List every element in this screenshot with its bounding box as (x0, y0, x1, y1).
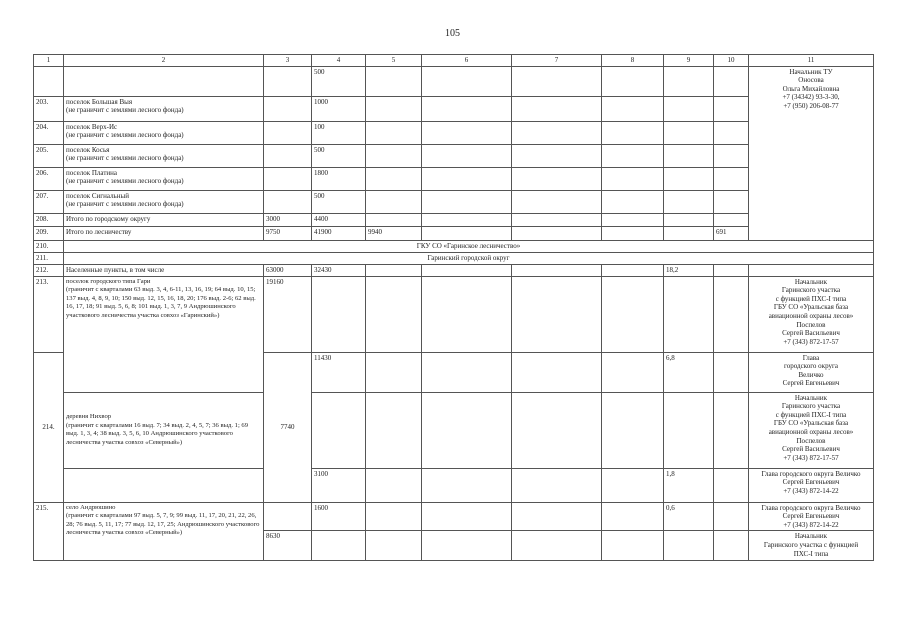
settlement-name: Итого по городскому округу (64, 213, 264, 226)
settlement-name: село Андрюшино (граничит с кварталами 97 выд. 5, 7, 9; 99 выд. 11, 17, 20, 21, 22, 26, 28; 76 выд. 5, 11, 17; 77 выд. 12, 17, 25; Андрюшинского участкового лесничества участка совхоз «Северный») (64, 502, 264, 561)
table-row (34, 167, 874, 190)
cell: 1800 (312, 167, 366, 190)
row-number: 209. (34, 226, 64, 240)
cell: 7740 (264, 352, 312, 502)
cell: 11430 (312, 352, 366, 392)
cell: 4400 (312, 213, 366, 226)
cell: 0,6 (664, 502, 714, 531)
row-number: 213. (34, 276, 64, 352)
table-row (34, 190, 874, 213)
row-number: 204. (34, 121, 64, 144)
cell: 691 (714, 226, 749, 240)
cell: 41900 (312, 226, 366, 240)
row-number: 215. (34, 502, 64, 561)
settlement-name: Итого по лесничеству (64, 226, 264, 240)
row-number: 207. (34, 190, 64, 213)
column-header: 1 (34, 55, 64, 67)
cell: 6,8 (664, 352, 714, 392)
cell: 9940 (366, 226, 422, 240)
row-number: 212. (34, 264, 64, 276)
column-header: 8 (602, 55, 664, 67)
settlement-name: поселок городского типа Гари (граничит с кварталами 63 выд. 3, 4, 6-11, 13, 16, 19; 64 выд. 10, 15; 137 выд. 4, 8, 9, 10; 150 выд. 12, 15, 16, 18, 20; 176 выд. 2-6; 62 выд. 16, 17, 18; 91 выд. 5, 6, 8; 101 выд. 1, 3, 7, 9 Андрюшинского участкового лесничества участка совхоз «Гаринский») (64, 276, 264, 392)
row-number: 210. (34, 240, 64, 252)
table-row (34, 392, 874, 468)
row-number: 214. (34, 352, 64, 502)
row-number: 205. (34, 144, 64, 167)
cell: 100 (312, 121, 366, 144)
column-header: 9 (664, 55, 714, 67)
table-row (34, 502, 874, 531)
column-header: 6 (422, 55, 512, 67)
contact-cell: Глава городского округа Величко Сергей Евгеньевич +7 (343) 872-14-22 (749, 468, 874, 502)
cell: 500 (312, 190, 366, 213)
column-header-row (34, 55, 874, 67)
column-header: 2 (64, 55, 264, 67)
column-header: 7 (512, 55, 602, 67)
cell: 18,2 (664, 264, 714, 276)
table-row (34, 121, 874, 144)
table-row (34, 276, 874, 352)
table-row (34, 144, 874, 167)
contact-cell: Начальник ТУ Оносова Ольга Михайловна +7 (34342) 93-3-30, +7 (950) 206-08-77 (749, 66, 874, 240)
section-title: Гаринский городской округ (64, 252, 874, 264)
column-header: 4 (312, 55, 366, 67)
table-row (34, 66, 874, 96)
settlement-name: поселок Верх-Ис (не граничит с землями лесного фонда) (64, 121, 264, 144)
table-row (34, 240, 874, 252)
cell: 500 (312, 144, 366, 167)
column-header: 3 (264, 55, 312, 67)
cell: 3100 (312, 468, 366, 502)
table-row (34, 226, 874, 240)
table-row (34, 468, 874, 502)
contact-cell: Начальник Гаринского участка с функцией ПХС-I типа ГБУ СО «Уральская база авиационной охраны лесов» Поспелов Сергей Васильевич +7 (343) 872-17-57 (749, 276, 874, 352)
settlement-name: Населенные пункты, в том числе (64, 264, 264, 276)
cell: 1000 (312, 96, 366, 121)
column-header: 5 (366, 55, 422, 67)
column-header: 10 (714, 55, 749, 67)
cell: 500 (312, 66, 366, 96)
contact-cell: Глава городского округа Величко Сергей Евгеньевич (749, 352, 874, 392)
cell: 1,8 (664, 468, 714, 502)
cell: 3000 (264, 213, 312, 226)
contact-cell: Начальник Гаринского участка с функцией ПХС-I типа (749, 531, 874, 561)
row-number: 208. (34, 213, 64, 226)
cell: 63000 (264, 264, 312, 276)
cell: 19160 (264, 276, 312, 352)
row-number: 211. (34, 252, 64, 264)
settlement-name: деревня Нихвор (граничит с кварталами 16 выд. 7; 34 выд. 2, 4, 5, 7; 36 выд. 1; 69 выд. 1, 3, 4; 38 выд. 3, 5, 6, 10 Андрюшинского участкового лесничества участка совхоз «Северный») (64, 392, 264, 468)
row-number: 206. (34, 167, 64, 190)
contact-cell: Глава городского округа Величко Сергей Евгеньевич +7 (343) 872-14-22 (749, 502, 874, 531)
cell: 8630 (264, 531, 312, 561)
cell: 9750 (264, 226, 312, 240)
table-row (34, 264, 874, 276)
data-table (33, 54, 874, 561)
row-number: 203. (34, 96, 64, 121)
contact-cell: Начальник Гаринского участка с функцией ПХС-I типа ГБУ СО «Уральская база авиационной охраны лесов» Поспелов Сергей Васильевич +7 (343) 872-17-57 (749, 392, 874, 468)
table-row (34, 96, 874, 121)
settlement-name: поселок Платина (не граничит с землями лесного фонда) (64, 167, 264, 190)
settlement-name: поселок Большая Выя (не граничит с землями лесного фонда) (64, 96, 264, 121)
column-header: 11 (749, 55, 874, 67)
settlement-name: поселок Сигнальный (не граничит с землями лесного фонда) (64, 190, 264, 213)
section-title: ГКУ СО «Гаринское лесничество» (64, 240, 874, 252)
cell: 32430 (312, 264, 366, 276)
page-number: 105 (445, 28, 460, 39)
table-row (34, 213, 874, 226)
table-row (34, 252, 874, 264)
settlement-name: поселок Косья (не граничит с землями лесного фонда) (64, 144, 264, 167)
cell: 1600 (312, 502, 366, 531)
